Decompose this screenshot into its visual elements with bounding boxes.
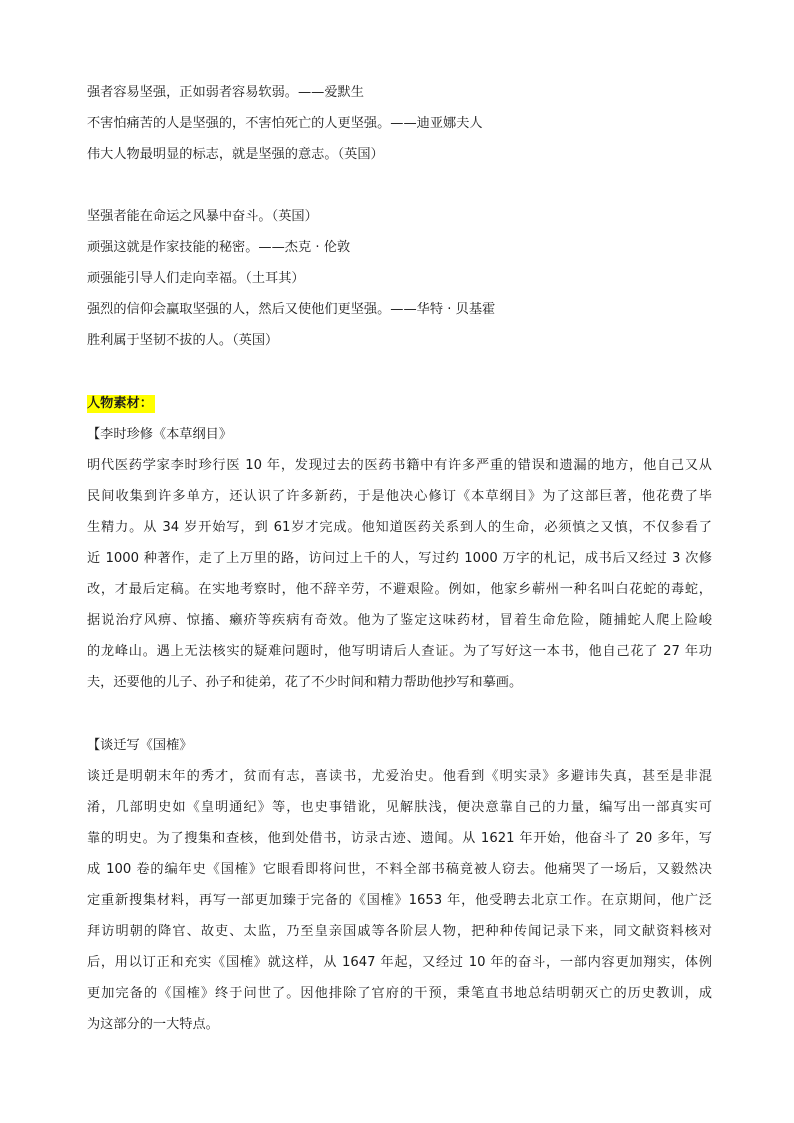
quote-line: 强烈的信仰会赢取坚强的人，然后又使他们更坚强。——华特 · 贝基霍	[87, 302, 496, 317]
story-line: 据说治疗风痹、惊搐、癞疥等疾病有奇效。他为了鉴定这味药材，冒着生命危险，随捕蛇人爬上险峻	[87, 613, 712, 628]
story-line: 定重新搜集材料，再写一部更加臻于完备的《国榷》1653 年，他受聘去北京工作。在京期间，他广泛	[87, 893, 712, 908]
quote-line: 伟大人物最明显的标志，就是坚强的意志。（英国）	[87, 147, 384, 162]
quote-line: 胜利属于坚韧不拔的人。（英国）	[87, 333, 279, 348]
quote-line: 坚强者能在命运之风暴中奋斗。（英国）	[87, 209, 318, 224]
story-line: 明代医药学家李时珍行医 10 年，发现过去的医药书籍中有许多严重的错误和遗漏的地方，他自己又从	[87, 458, 712, 473]
story-title: 【谈迁写《国榷》	[87, 738, 193, 753]
quote-line: 顽强能引导人们走向幸福。（土耳其）	[87, 271, 305, 286]
story-line: 谈迁是明朝末年的秀才，贫而有志，喜读书，尤爱治史。他看到《明实录》多避讳失真，甚至是非混	[87, 769, 712, 784]
story-line: 改，才最后定稿。在实地考察时，他不辞辛劳，不避艰险。例如，他家乡蕲州一种名叫白花蛇的毒蛇，	[87, 582, 712, 597]
story-line: 近 1000 种著作，走了上万里的路，访问过上千的人，写过约 1000 万字的札记，成书后又经过 3 次修	[87, 551, 712, 566]
quote-line: 顽强这就是作家技能的秘密。——杰克 · 伦敦	[87, 240, 351, 255]
story-line: 夫，还要他的儿子、孙子和徒弟，花了不少时间和精力帮助他抄写和摹画。	[87, 675, 523, 690]
story-line: 更加完备的《国榷》终于问世了。因他排除了官府的干预，秉笔直书地总结明朝灭亡的历史教训，成	[87, 986, 712, 1001]
story-title: 【李时珍修《本草纲目》	[87, 427, 233, 442]
story-line: 成 100 卷的编年史《国榷》它眼看即将问世，不料全部书稿竟被人窃去。他痛哭了一场后，又毅然决	[87, 862, 712, 877]
story-line: 淆，几部明史如《皇明通纪》等，也史事错讹，见解肤浅，便决意靠自己的力量，编写出一部真实可	[87, 800, 712, 815]
quote-line: 强者容易坚强，正如弱者容易软弱。——爱默生	[87, 85, 364, 100]
story-line: 民间收集到许多单方，还认识了许多新药，于是他决心修订《本草纲目》为了这部巨著，他花费了毕	[87, 489, 712, 504]
story-line: 为这部分的一大特点。	[87, 1017, 219, 1032]
story-line: 生精力。从 34 岁开始写，到 61岁才完成。他知道医药关系到人的生命，必须慎之又慎，不仅参看了	[87, 520, 712, 535]
story-line: 后，用以订正和充实《国榷》就这样，从 1647 年起，又经过 10 年的奋斗，一部内容更加翔实，体例	[87, 955, 712, 970]
story-line: 靠的明史。为了搜集和查核，他到处借书，访录古迹、遗闻。从 1621 年开始，他奋斗了 20 多年，写	[87, 831, 712, 846]
story-line: 拜访明朝的降官、故吏、太监，乃至皇亲国戚等各阶层人物，把种种传闻记录下来，同文献资料核对	[87, 924, 712, 939]
section-heading-highlighted: 人物素材：	[87, 396, 153, 411]
story-line: 的龙峰山。遇上无法核实的疑难问题时，他写明请后人查证。为了写好这一本书，他自己花了 27 年功	[87, 644, 712, 659]
quote-line: 不害怕痛苦的人是坚强的，不害怕死亡的人更坚强。——迪亚娜夫人	[87, 116, 483, 131]
